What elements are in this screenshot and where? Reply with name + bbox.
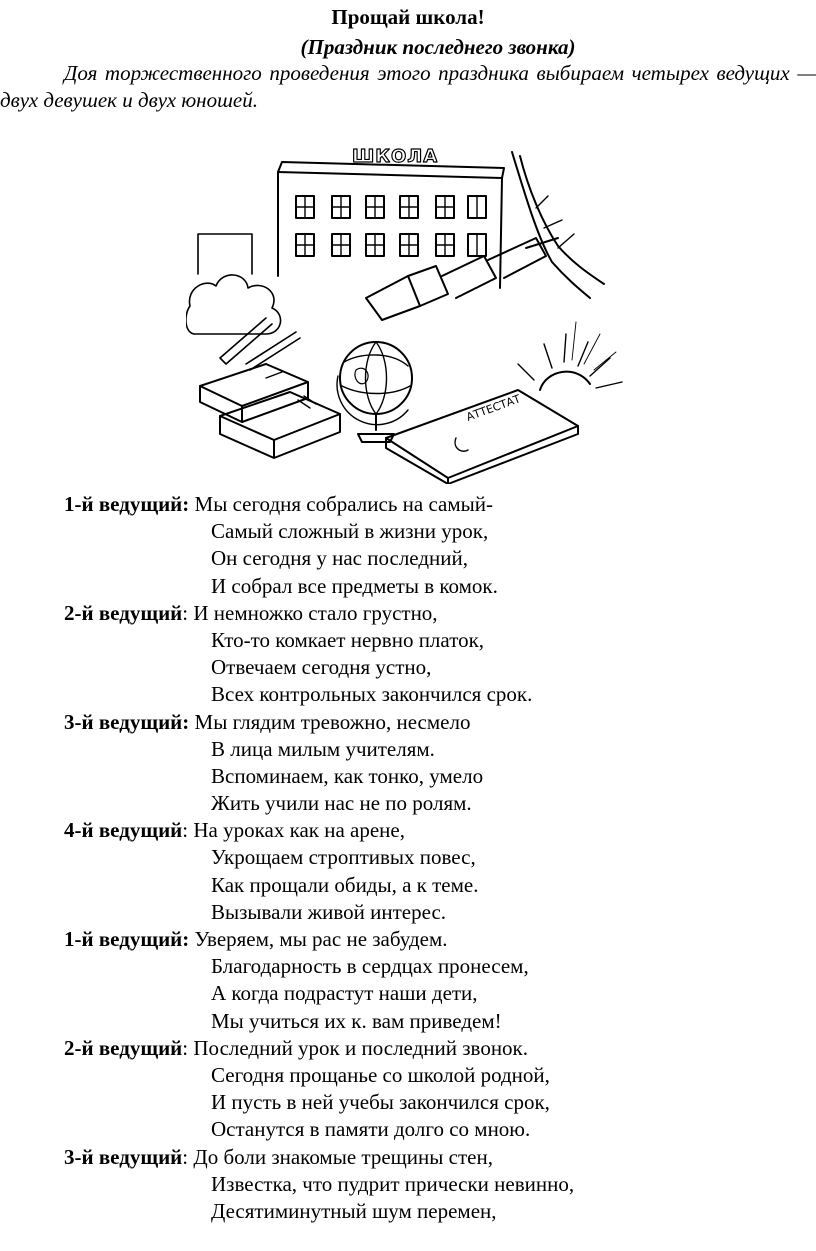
verse-text: Последний урок и последний звонок. <box>188 1035 529 1060</box>
verse-text: Мы учиться их к. вам приведем! <box>211 1008 502 1033</box>
poem <box>64 491 804 1225</box>
speaker-line <box>64 491 804 518</box>
speaker-line <box>64 926 804 953</box>
verse-text: Десятиминутный шум перемен, <box>211 1198 497 1223</box>
verse-line <box>64 1008 804 1035</box>
verse-text: Жить учили нас не по ролям. <box>211 791 472 816</box>
verse-line <box>64 899 804 926</box>
verse-text: Известка, что пудрит прически невинно, <box>211 1171 575 1196</box>
verse-text: И пусть в ней учебы закончился срок, <box>211 1090 550 1115</box>
speaker-separator: : <box>182 1144 189 1169</box>
verse-line <box>64 953 804 980</box>
sun <box>518 322 622 390</box>
verse-line <box>64 1116 804 1143</box>
book-stack <box>200 364 340 458</box>
stanza <box>64 600 804 709</box>
verse-text: Отвечаем сегодня устно, <box>211 655 432 680</box>
verse-line <box>64 790 804 817</box>
certificate-label: АТТЕСТАТ <box>464 392 523 424</box>
verse-line <box>64 573 804 600</box>
verse-text: Благодарность в сердцах пронесем, <box>211 954 529 979</box>
speaker-label: 1-й ведущий: <box>64 927 190 951</box>
verse-text: Вспоминаем, как тонко, умело <box>211 763 484 788</box>
speaker-label: 3-й ведущий: <box>64 709 190 734</box>
speaker-label: 2-й ведущий <box>64 600 183 625</box>
verse-text: До боли знакомые трещины стен, <box>188 1144 493 1169</box>
stanza <box>64 1035 804 1144</box>
page-subtitle: (Праздник последнего звонка) <box>300 35 576 59</box>
verse-line <box>64 980 804 1007</box>
verse-text: Укрощаем строптивых повес, <box>211 845 476 870</box>
verse-line <box>64 1089 804 1116</box>
verse-text: Всех контрольных закончился срок. <box>211 682 533 707</box>
school-illustration <box>186 138 626 484</box>
stanza <box>64 709 804 818</box>
verse-line <box>64 654 804 681</box>
stanza <box>64 926 804 1035</box>
building-sign: ШКОЛА <box>352 146 439 167</box>
verse-text: И собрал все предметы в комок. <box>211 573 498 598</box>
speaker-separator: : <box>182 600 189 625</box>
verse-text: Останутся в памяти долго со мною. <box>211 1117 531 1142</box>
verse-line <box>64 627 804 654</box>
stanza <box>64 1144 804 1226</box>
verse-line <box>64 1171 804 1198</box>
verse-text: И немножко стало грустно, <box>188 600 438 625</box>
page-title: Прощай школа! <box>331 5 485 29</box>
stanza <box>64 817 804 926</box>
verse-text: Мы глядим тревожно, несмело <box>189 709 471 734</box>
verse-line <box>64 736 804 763</box>
stanza <box>64 491 804 600</box>
verse-text: Уверяем, мы рас не забудем. <box>189 927 448 951</box>
verse-text: В лица милым учителям. <box>211 736 435 761</box>
speaker-line <box>64 817 804 844</box>
verse-text: Как прощали обиды, а к теме. <box>211 872 479 897</box>
verse-text: Мы сегодня собрались на самый- <box>189 492 493 516</box>
speaker-line <box>64 709 804 736</box>
speaker-label: 2-й ведущий <box>64 1035 183 1060</box>
verse-text: Самый сложный в жизни урок, <box>211 519 489 544</box>
verse-text: Он сегодня у нас последний, <box>211 546 469 571</box>
verse-text: Вызывали живой интерес. <box>211 899 447 924</box>
verse-line <box>64 763 804 790</box>
verse-line <box>64 1062 804 1089</box>
speaker-line <box>64 1144 804 1171</box>
verse-line <box>64 1198 804 1225</box>
intro-paragraph: Доя торжественного проведения этого праздника выбираем четырех ведущих — двух девушек и двух юношей. <box>0 61 816 112</box>
speaker-label: 1-й ведущий: <box>64 492 190 516</box>
speaker-separator: : <box>182 1035 189 1060</box>
speaker-separator: : <box>182 818 189 843</box>
verse-text: Кто-то комкает нервно платок, <box>211 627 485 652</box>
verse-text: А когда подрастут наши дети, <box>211 981 478 1006</box>
verse-text: Сегодня прощанье со школой родной, <box>211 1062 550 1087</box>
verse-line <box>64 681 804 708</box>
globe <box>337 342 412 442</box>
speaker-line <box>64 600 804 627</box>
verse-line <box>64 545 804 572</box>
verse-line <box>64 872 804 899</box>
school-building <box>278 162 504 288</box>
verse-text: На уроках как на арене, <box>188 818 405 843</box>
certificate <box>386 390 578 484</box>
verse-line <box>64 518 804 545</box>
verse-line <box>64 844 804 871</box>
speaker-label: 4-й ведущий <box>64 818 183 843</box>
speaker-line <box>64 1035 804 1062</box>
speaker-label: 3-й ведущий <box>64 1144 183 1169</box>
